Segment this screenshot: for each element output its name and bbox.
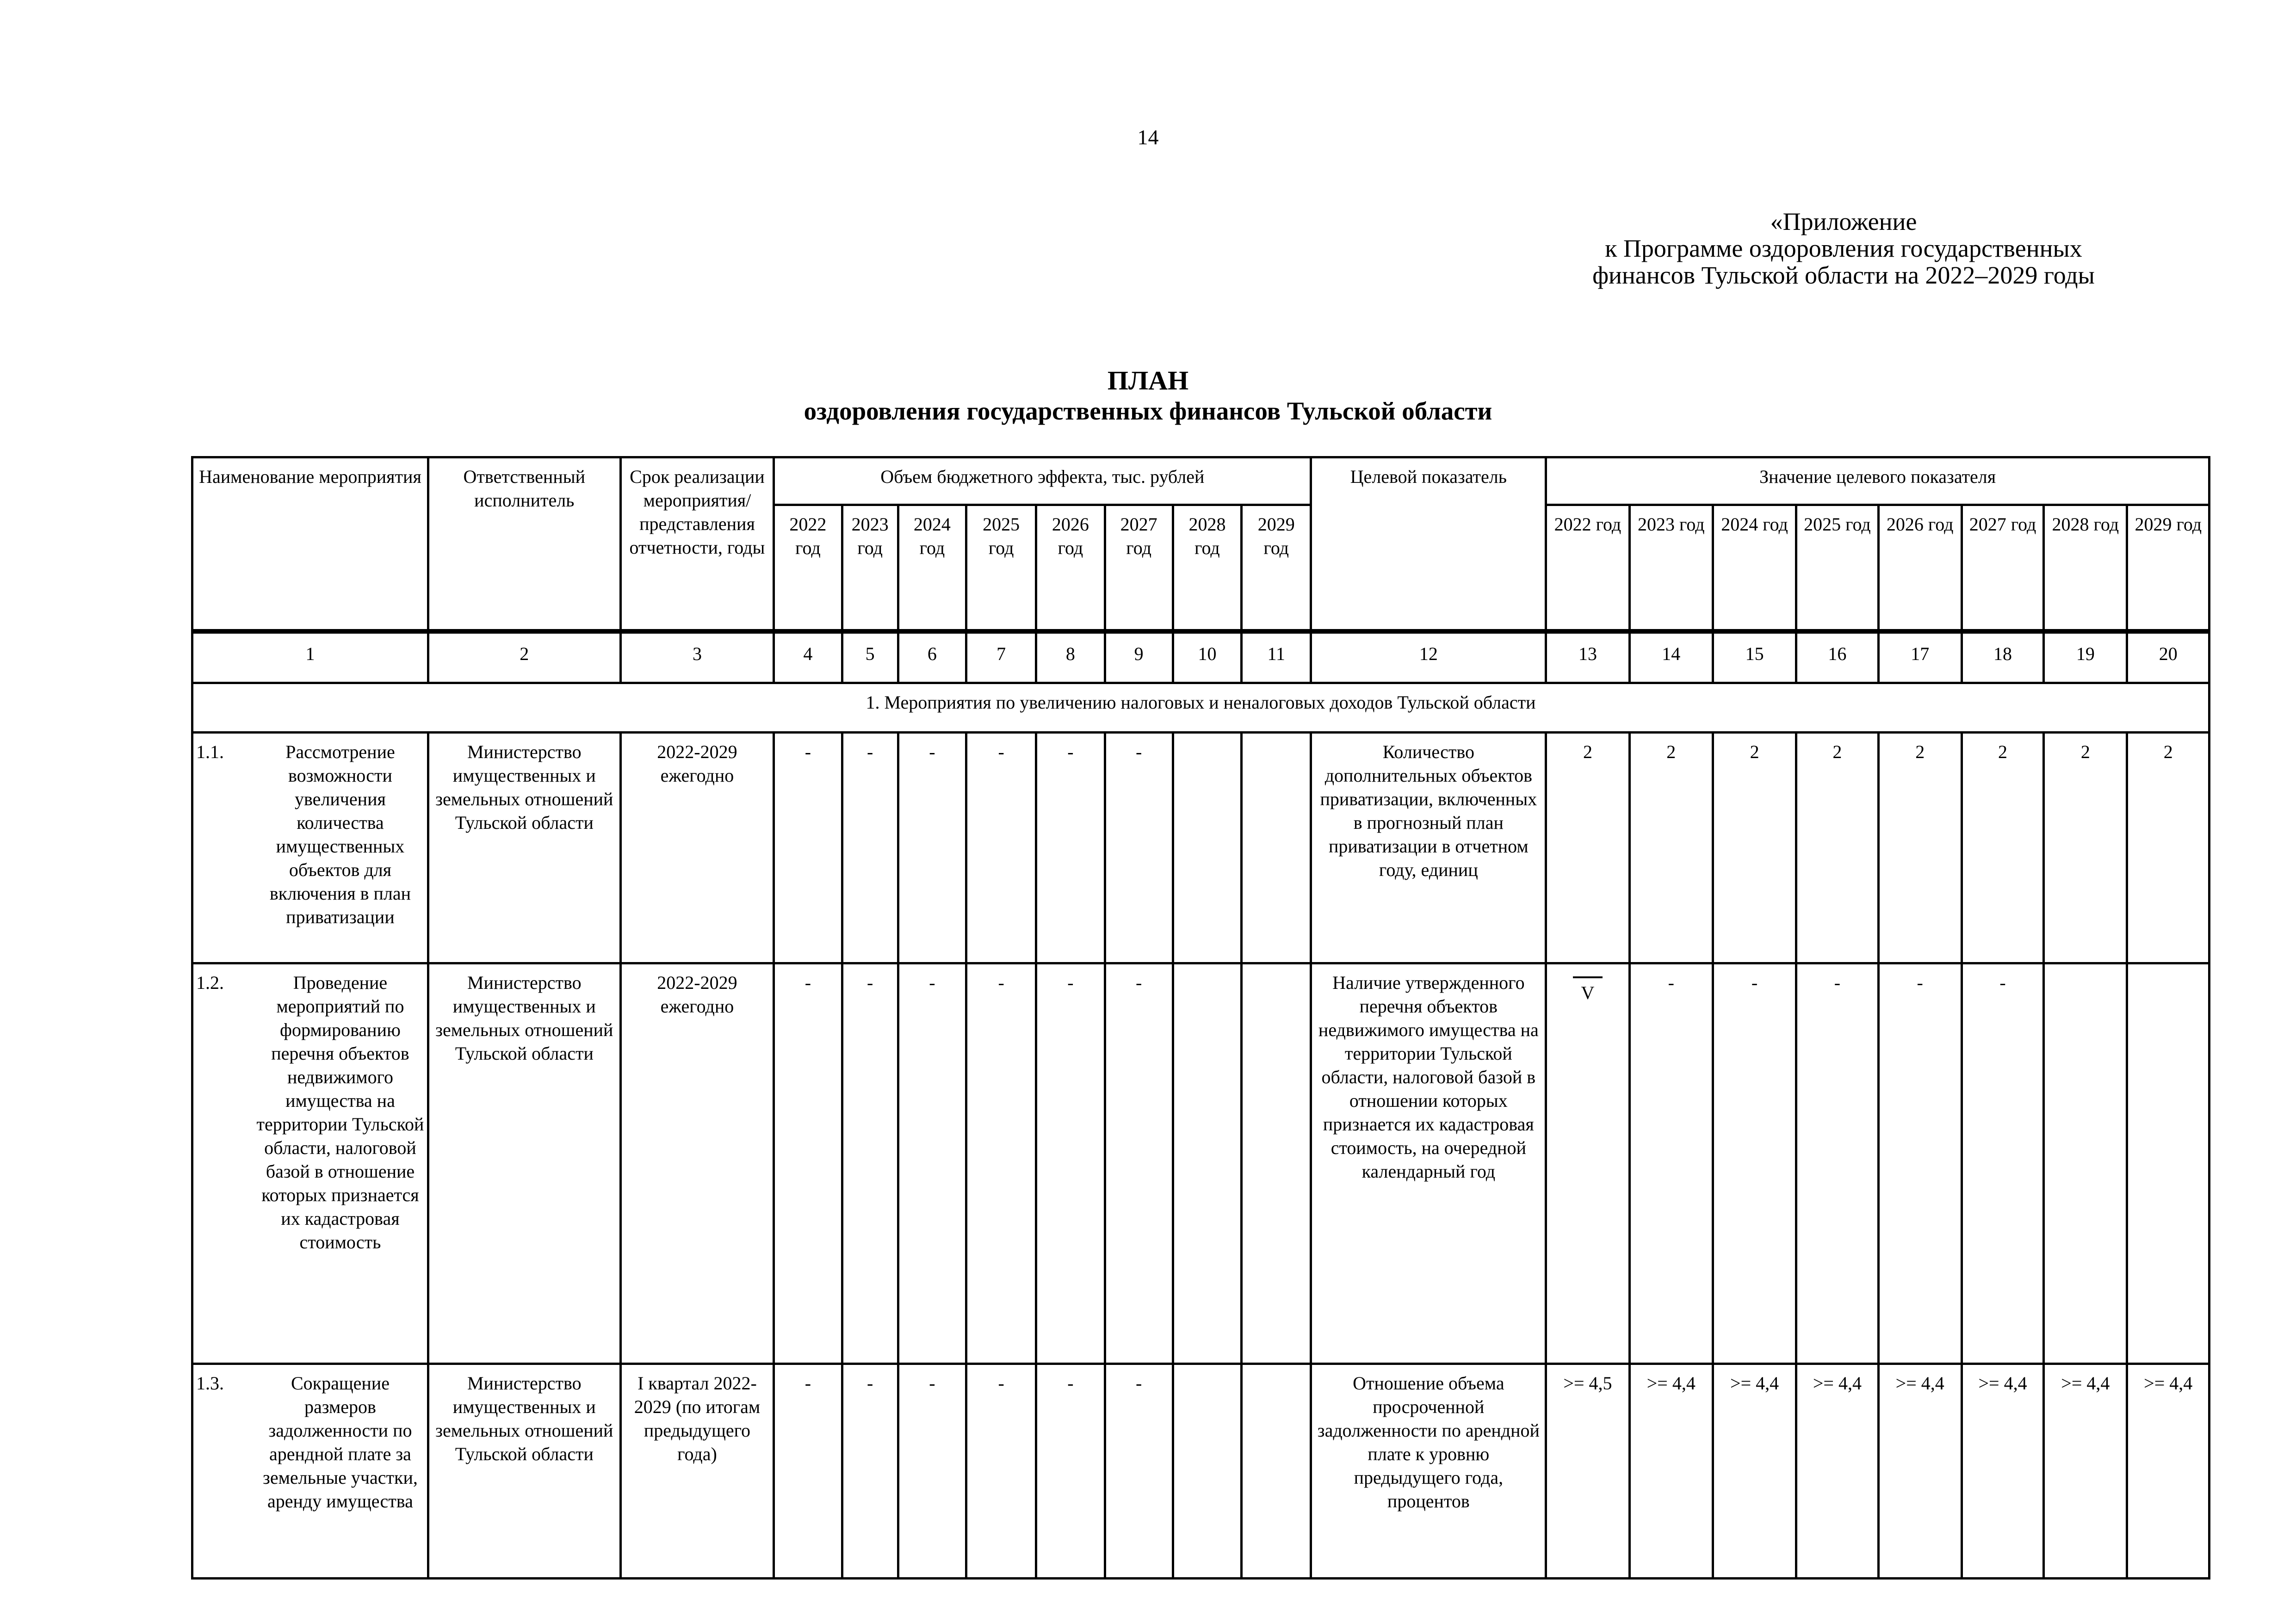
target-value-cell: 2 — [1546, 733, 1629, 963]
header-value-year: 2027 год — [1962, 505, 2043, 630]
measure-name: Проведение мероприятий по формированию перечня объектов недвижимого имущества на территории Тульской области, налоговой базой в отношение которых признается их кадастровая стоимость — [256, 972, 424, 1253]
header-value-year: 2028 год — [2044, 505, 2127, 630]
measure-name: Рассмотрение возможности увеличения количества имущественных объектов для включения в план приватизации — [269, 741, 411, 927]
appendix-line-3: финансов Тульской области на 2022–2029 годы — [1592, 261, 2095, 289]
budget-effect-cell — [1242, 963, 1311, 1364]
page-number: 14 — [1137, 125, 1159, 149]
target-value-cell: >= 4,4 — [1878, 1364, 1962, 1579]
check-mark: V — [1573, 976, 1603, 1005]
budget-effect-cell — [1242, 1364, 1311, 1579]
target-value-cell: >= 4,4 — [2044, 1364, 2127, 1579]
budget-effect-cell: - — [774, 733, 842, 963]
column-number-cell: 7 — [966, 633, 1036, 683]
budget-effect-cell: - — [774, 1364, 842, 1579]
budget-effect-cell: - — [966, 733, 1036, 963]
column-number-cell: 1 — [192, 633, 428, 683]
target-value-cell: 2 — [1713, 733, 1796, 963]
header-term: Срок реализации мероприятия/ представления отчетности, годы — [620, 457, 774, 630]
measure-name-wrap — [196, 740, 424, 929]
column-number-cell: 9 — [1105, 633, 1173, 683]
budget-effect-cell — [1173, 733, 1241, 963]
target-value-cell: 2 — [1962, 733, 2043, 963]
column-number-cell: 10 — [1173, 633, 1241, 683]
title-line-1: ПЛАН — [1107, 365, 1189, 395]
measure-number: 1.2. — [196, 972, 224, 993]
target-value-cell: - — [1796, 963, 1878, 1364]
budget-effect-cell: - — [898, 1364, 966, 1579]
term-cell: 2022-2029 ежегодно — [620, 963, 774, 1364]
budget-effect-cell: - — [966, 1364, 1036, 1579]
budget-effect-cell: - — [842, 963, 898, 1364]
measure-name-cell — [192, 733, 428, 963]
header-budget-year: 2026 год — [1036, 505, 1105, 630]
target-value-cell: 2 — [1878, 733, 1962, 963]
target-value-cell — [1546, 963, 1629, 1364]
executor-cell: Министерство имущественных и земельных отношений Тульской области — [428, 963, 620, 1364]
column-number-cell: 17 — [1878, 633, 1962, 683]
target-value-cell: 2 — [1796, 733, 1878, 963]
column-number-cell: 2 — [428, 633, 620, 683]
target-indicator-cell: Количество дополнительных объектов приватизации, включенных в прогнозный план приватизации в отчетном году, единиц — [1311, 733, 1546, 963]
table-row — [192, 733, 2209, 963]
target-value-cell: >= 4,5 — [1546, 1364, 1629, 1579]
executor-cell: Министерство имущественных и земельных отношений Тульской области — [428, 1364, 620, 1579]
plan-table — [191, 456, 2210, 1580]
target-value-cell: - — [1713, 963, 1796, 1364]
target-value-cell — [2044, 963, 2127, 1364]
column-number-cell: 8 — [1036, 633, 1105, 683]
column-number-cell: 14 — [1629, 633, 1713, 683]
target-value-cell: >= 4,4 — [1796, 1364, 1878, 1579]
budget-effect-cell: - — [898, 963, 966, 1364]
header-budget-year: 2028 год — [1173, 505, 1241, 630]
column-number-cell: 6 — [898, 633, 966, 683]
table-row — [192, 1364, 2209, 1579]
target-value-cell: - — [1629, 963, 1713, 1364]
header-budget-year: 2022 год — [774, 505, 842, 630]
column-number-row — [192, 633, 2209, 683]
column-number-cell: 18 — [1962, 633, 2043, 683]
measure-number: 1.3. — [196, 1373, 224, 1394]
header-budget-year: 2023 год — [842, 505, 898, 630]
header-value-year: 2023 год — [1629, 505, 1713, 630]
target-value-cell: >= 4,4 — [1629, 1364, 1713, 1579]
header-executor: Ответственный исполнитель — [428, 457, 620, 630]
target-value-cell: - — [1878, 963, 1962, 1364]
budget-effect-cell: - — [774, 963, 842, 1364]
measure-name-wrap — [196, 1371, 424, 1513]
budget-effect-cell — [1173, 1364, 1241, 1579]
column-number-cell: 15 — [1713, 633, 1796, 683]
header-value-year: 2025 год — [1796, 505, 1878, 630]
header-row — [192, 457, 2209, 505]
target-value-cell: - — [1962, 963, 2043, 1364]
header-value-year: 2024 год — [1713, 505, 1796, 630]
budget-effect-cell — [1242, 733, 1311, 963]
budget-effect-cell: - — [1036, 733, 1105, 963]
budget-effect-cell: - — [842, 1364, 898, 1579]
term-cell: I квартал 2022-2029 (по итогам предыдущего года) — [620, 1364, 774, 1579]
budget-effect-cell — [1173, 963, 1241, 1364]
budget-effect-cell: - — [1105, 733, 1173, 963]
column-number-cell: 20 — [2127, 633, 2209, 683]
target-value-cell — [2127, 963, 2209, 1364]
header-value-year: 2029 год — [2127, 505, 2209, 630]
header-value-year: 2026 год — [1878, 505, 1962, 630]
budget-effect-cell: - — [1105, 963, 1173, 1364]
title-line-2: оздоровления государственных финансов Тульской области — [804, 397, 1492, 425]
target-value-cell: >= 4,4 — [1962, 1364, 2043, 1579]
appendix-line-2: к Программе оздоровления государственных — [1605, 235, 2082, 262]
header-budget-year: 2027 год — [1105, 505, 1173, 630]
appendix-heading — [1545, 208, 2142, 289]
section-row — [192, 683, 2209, 733]
column-number-cell: 16 — [1796, 633, 1878, 683]
header-budget-year: 2029 год — [1242, 505, 1311, 630]
header-value-year: 2022 год — [1546, 505, 1629, 630]
measure-number: 1.1. — [196, 741, 224, 762]
column-number-cell: 12 — [1311, 633, 1546, 683]
table-row — [192, 963, 2209, 1364]
budget-effect-cell: - — [1105, 1364, 1173, 1579]
measure-name-wrap — [196, 971, 424, 1254]
target-indicator-cell: Наличие утвержденного перечня объектов недвижимого имущества на территории Тульской области, налоговой базой в отношении которых признается их кадастровая стоимость, на очередной календарный год — [1311, 963, 1546, 1364]
target-value-cell: 2 — [2044, 733, 2127, 963]
target-indicator-cell: Отношение объема просроченной задолженности по арендной плате к уровню предыдущего года, процентов — [1311, 1364, 1546, 1579]
header-name: Наименование мероприятия — [192, 457, 428, 630]
column-number-cell: 4 — [774, 633, 842, 683]
executor-cell: Министерство имущественных и земельных отношений Тульской области — [428, 733, 620, 963]
header-budget-effect: Объем бюджетного эффекта, тыс. рублей — [774, 457, 1311, 505]
budget-effect-cell: - — [842, 733, 898, 963]
target-value-cell: 2 — [2127, 733, 2209, 963]
header-budget-year: 2024 год — [898, 505, 966, 630]
budget-effect-cell: - — [1036, 1364, 1105, 1579]
column-number-cell: 19 — [2044, 633, 2127, 683]
budget-effect-cell: - — [898, 733, 966, 963]
budget-effect-cell: - — [966, 963, 1036, 1364]
section-title: 1. Мероприятия по увеличению налоговых и неналоговых доходов Тульской области — [192, 683, 2209, 733]
budget-effect-cell: - — [1036, 963, 1105, 1364]
header-target: Целевой показатель — [1311, 457, 1546, 630]
column-number-cell: 11 — [1242, 633, 1311, 683]
target-value-cell: >= 4,4 — [2127, 1364, 2209, 1579]
term-cell: 2022-2029 ежегодно — [620, 733, 774, 963]
measure-name-cell — [192, 1364, 428, 1579]
header-budget-year: 2025 год — [966, 505, 1036, 630]
appendix-line-1: «Приложение — [1770, 208, 1917, 235]
document-title — [0, 365, 2296, 426]
column-number-cell: 13 — [1546, 633, 1629, 683]
measure-name: Сокращение размеров задолженности по арендной плате за земельные участки, аренду имущества — [263, 1373, 418, 1512]
column-number-cell: 3 — [620, 633, 774, 683]
column-number-cell: 5 — [842, 633, 898, 683]
header-target-value: Значение целевого показателя — [1546, 457, 2209, 505]
target-value-cell: 2 — [1629, 733, 1713, 963]
measure-name-cell — [192, 963, 428, 1364]
target-value-cell: >= 4,4 — [1713, 1364, 1796, 1579]
